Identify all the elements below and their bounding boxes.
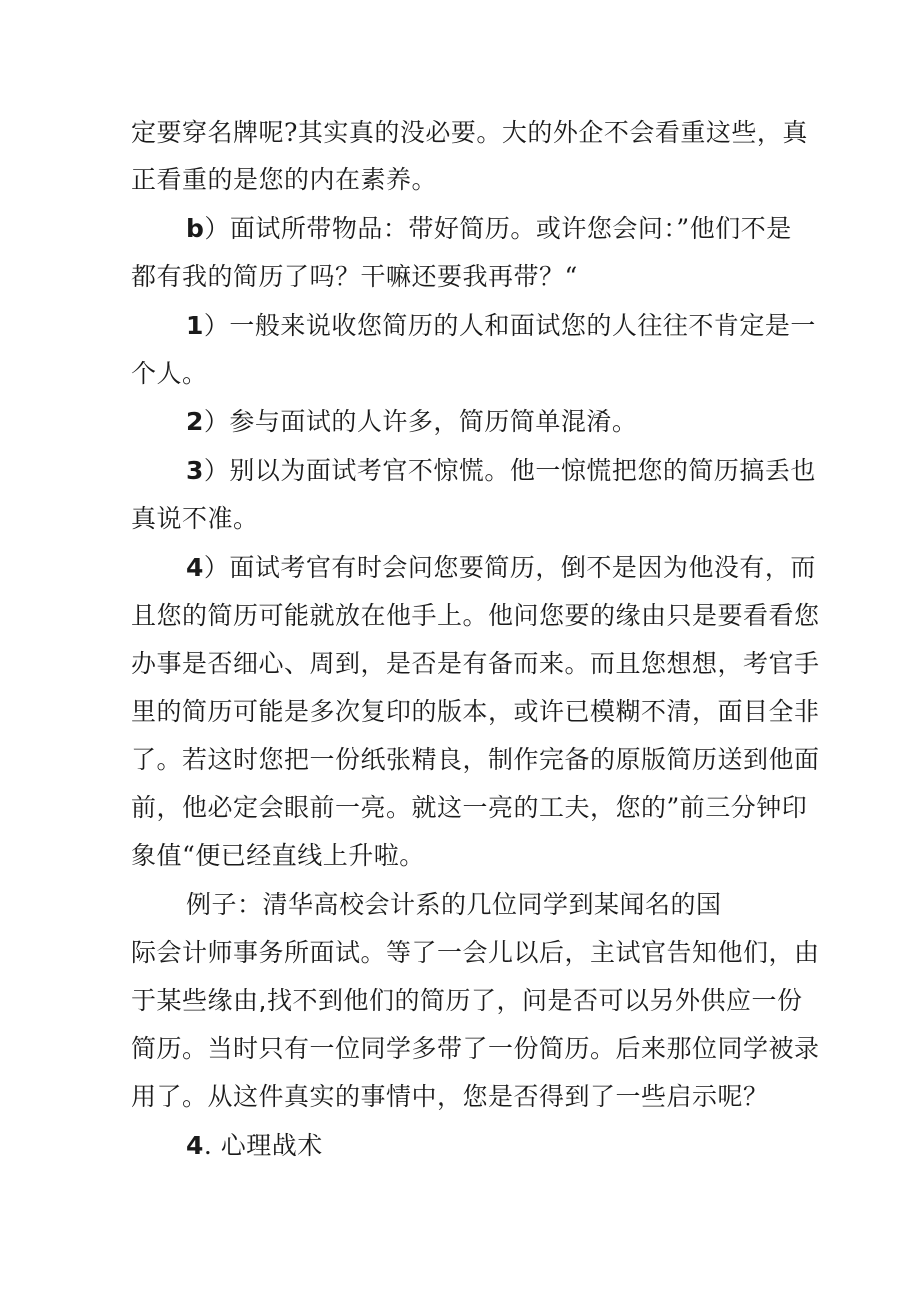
text-segment: ）参与面试的人许多，简历简单混淆。 [203,407,638,436]
item-4-first-line [186,550,866,586]
text-segment: ）一般来说收您简历的人和面试您的人往往不肯定是一 [203,311,816,340]
text-segment: ）别以为面试考官不惊慌。他一惊慌把您的简历搞丢也 [203,456,816,485]
item-label-1: 1 [186,311,204,340]
text-line: 真说不准。 [131,504,259,533]
text-line: 定要穿名牌呢?其实真的没必要。大的外企不会看重这些，真 [131,118,808,147]
text-line: 正看重的是您的内在素养。 [131,165,438,194]
text-line: 了。若这时您把一份纸张精良，制作完备的原版简历送到他面 [131,745,820,774]
text-line: 办事是否细心、周到，是否是有备而来。而且您想想，考官手 [131,649,820,678]
text-line: 前，他必定会眼前一亮。就这一亮的工夫，您的”前三分钟印 [131,793,808,822]
text-line: 里的简历可能是多次复印的版本，或许已模糊不清，面目全非 [131,697,820,726]
text-segment: ）面试考官有时会问您要简历，倒不是因为他没有，而 [203,553,816,582]
text-line: 个人。 [131,359,208,388]
paragraph-b-first-line [186,211,866,247]
example-first-line: 例子：清华高校会计系的几位同学到某闻名的国 [186,890,722,919]
text-segment: 于某些缘由 [131,986,259,1015]
comma: , [258,986,267,1015]
heading-number: 4 [186,1131,204,1160]
text-line: 都有我的简历了吗？干嘛还要我再带？“ [131,262,578,291]
text-segment: 找不到他们的简历了，问是否可以另外供应一份 [266,986,803,1015]
item-label-b: b [186,214,205,243]
heading-text: . 心理战术 [203,1131,323,1160]
text-line: 简历。当时只有一位同学多带了一份简历。后来那位同学被录 [131,1034,820,1063]
item-label-3: 3 [186,456,204,485]
item-label-4: 4 [186,553,204,582]
text-line: 且您的简历可能就放在他手上。他问您要的缘由只是要看看您 [131,601,820,630]
text-line: 象值“便已经直线上升啦。 [131,841,425,870]
item-1-first-line [186,308,866,344]
text-line: 际会计师事务所面试。等了一会儿以后，主试官告知他们，由 [131,938,820,967]
section-heading [186,1128,866,1164]
item-label-2: 2 [186,407,204,436]
item-3-first-line [186,453,866,489]
text-line: 用了。从这件真实的事情中，您是否得到了一些启示呢？ [131,1082,769,1111]
text-line [131,983,811,1019]
item-2-line [186,404,866,440]
text-segment: ）面试所带物品：带好简历。或许您会问：”他们不是 [204,214,792,243]
